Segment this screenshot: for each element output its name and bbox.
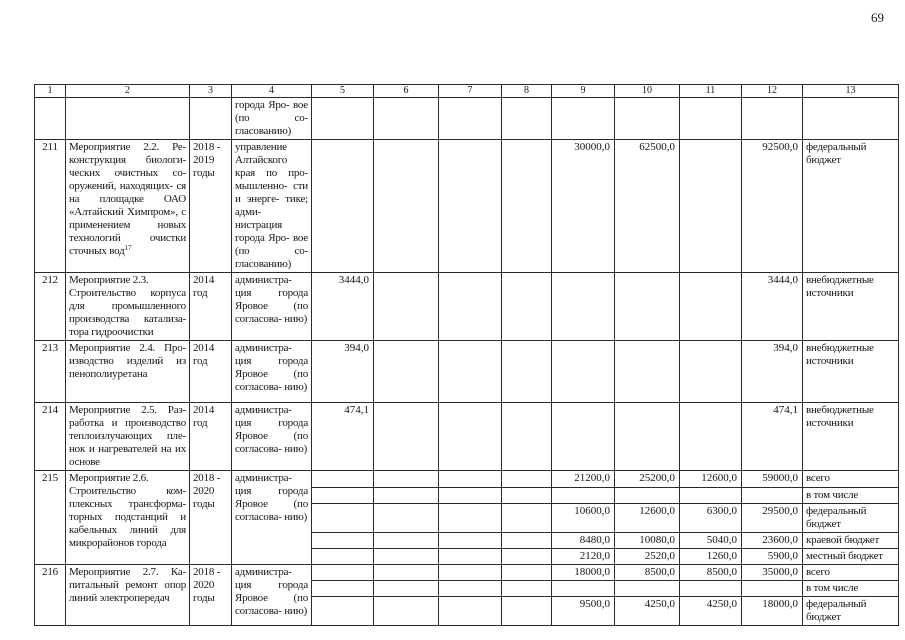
table-cell: 214	[35, 403, 66, 471]
table-cell: 10080,0	[615, 533, 680, 549]
table-cell	[66, 98, 190, 140]
table-cell: 213	[35, 341, 66, 403]
table-cell	[502, 341, 552, 403]
table-cell: внебюджетные источники	[803, 273, 899, 341]
column-header: 13	[803, 85, 899, 98]
table-cell: федеральный бюджет	[803, 597, 899, 626]
table-cell: 2014 год	[190, 273, 232, 341]
table-cell	[742, 581, 803, 597]
column-header: 12	[742, 85, 803, 98]
table-cell	[312, 581, 374, 597]
table-cell	[680, 341, 742, 403]
table-cell: всего	[803, 471, 899, 488]
table-cell: внебюджетные источники	[803, 403, 899, 471]
table-cell	[502, 488, 552, 504]
column-header: 9	[552, 85, 615, 98]
table-cell: Мероприятие 2.4. Про- изводство изделий из пенополиуретана	[66, 341, 190, 403]
table-cell	[439, 471, 502, 488]
table-cell: федеральный бюджет	[803, 140, 899, 273]
table-cell: Мероприятие 2.3. Строительство корпуса для промышленного производства катализа- тора гидроочистки	[66, 273, 190, 341]
table-cell	[439, 565, 502, 581]
column-header: 11	[680, 85, 742, 98]
table-cell	[439, 597, 502, 626]
table-cell	[803, 98, 899, 140]
column-header: 10	[615, 85, 680, 98]
table-cell	[742, 98, 803, 140]
table-cell	[439, 273, 502, 341]
table-cell	[502, 565, 552, 581]
table-cell: администра- ция города Яровое (по согласова- нию)	[232, 341, 312, 403]
table-cell: 12600,0	[680, 471, 742, 488]
table-row	[35, 565, 899, 581]
table-cell	[439, 341, 502, 403]
table-cell	[439, 98, 502, 140]
table-cell	[552, 403, 615, 471]
table-cell	[35, 98, 66, 140]
table-cell: в том числе	[803, 488, 899, 504]
table-row	[35, 98, 899, 140]
table-cell: 394,0	[742, 341, 803, 403]
column-header: 4	[232, 85, 312, 98]
table-cell: 21200,0	[552, 471, 615, 488]
column-header: 3	[190, 85, 232, 98]
table-cell: местный бюджет	[803, 549, 899, 565]
table-cell	[615, 488, 680, 504]
table-cell	[502, 533, 552, 549]
table-cell: 212	[35, 273, 66, 341]
table-cell	[502, 403, 552, 471]
table-cell: 394,0	[312, 341, 374, 403]
table-cell	[374, 403, 439, 471]
table-cell	[312, 533, 374, 549]
table-cell	[439, 581, 502, 597]
table-cell: 2120,0	[552, 549, 615, 565]
table-cell	[680, 403, 742, 471]
table-cell: 1260,0	[680, 549, 742, 565]
table-cell: 30000,0	[552, 140, 615, 273]
table-cell	[439, 403, 502, 471]
table-cell	[502, 581, 552, 597]
table-cell	[680, 488, 742, 504]
table-cell: 62500,0	[615, 140, 680, 273]
table-cell: 12600,0	[615, 504, 680, 533]
table-cell: 9500,0	[552, 597, 615, 626]
table-cell	[374, 471, 439, 488]
table-cell: 211	[35, 140, 66, 273]
table-cell: 4250,0	[615, 597, 680, 626]
program-measures-table	[34, 84, 899, 626]
table-cell	[312, 565, 374, 581]
table-cell: 2018 - 2020 годы	[190, 471, 232, 565]
table-row	[35, 273, 899, 341]
table-cell: 23600,0	[742, 533, 803, 549]
table-cell: в том числе	[803, 581, 899, 597]
table-cell: 474,1	[742, 403, 803, 471]
table-cell: 2018 - 2019 годы	[190, 140, 232, 273]
table-cell	[439, 488, 502, 504]
table-cell: 216	[35, 565, 66, 626]
table-cell: 8480,0	[552, 533, 615, 549]
table-cell: 2014 год	[190, 341, 232, 403]
table-cell: администра- ция города Яровое (по согласова- нию)	[232, 273, 312, 341]
table-cell	[439, 140, 502, 273]
table-cell	[374, 488, 439, 504]
table-cell	[502, 549, 552, 565]
table-cell: 6300,0	[680, 504, 742, 533]
table-cell	[680, 140, 742, 273]
table-cell: 8500,0	[615, 565, 680, 581]
table-cell: 8500,0	[680, 565, 742, 581]
table-cell	[374, 549, 439, 565]
table-cell: Мероприятие 2.5. Раз- работка и производство теплоизлучающих пле- нок и нагревателей на их основе	[66, 403, 190, 471]
table-cell	[312, 597, 374, 626]
table-row	[35, 403, 899, 471]
table-cell: 35000,0	[742, 565, 803, 581]
table-cell	[312, 504, 374, 533]
table-cell: 18000,0	[742, 597, 803, 626]
table-cell: 10600,0	[552, 504, 615, 533]
table-cell: 4250,0	[680, 597, 742, 626]
table-cell	[552, 341, 615, 403]
table-cell: 3444,0	[742, 273, 803, 341]
table-cell	[374, 565, 439, 581]
table-cell: 29500,0	[742, 504, 803, 533]
column-header: 7	[439, 85, 502, 98]
table-cell	[552, 488, 615, 504]
table-cell: 5040,0	[680, 533, 742, 549]
table-cell: 2520,0	[615, 549, 680, 565]
table-cell: федеральный бюджет	[803, 504, 899, 533]
column-header-row	[35, 85, 899, 98]
table-cell: администра- ция города Яровое (по согласова- нию)	[232, 565, 312, 626]
table-cell	[439, 504, 502, 533]
table-cell	[312, 471, 374, 488]
column-header: 8	[502, 85, 552, 98]
table-cell: администра- ция города Яровое (по согласова- нию)	[232, 471, 312, 565]
table-cell: 92500,0	[742, 140, 803, 273]
table-cell	[374, 533, 439, 549]
table-cell	[439, 549, 502, 565]
table-cell	[374, 341, 439, 403]
table-cell: города Яро- вое (по со- гласованию)	[232, 98, 312, 140]
table-cell	[374, 273, 439, 341]
table-cell: 474,1	[312, 403, 374, 471]
column-header: 6	[374, 85, 439, 98]
table-cell: 3444,0	[312, 273, 374, 341]
table-cell	[374, 581, 439, 597]
table-cell	[680, 98, 742, 140]
column-header: 5	[312, 85, 374, 98]
table-cell	[615, 581, 680, 597]
table-cell	[374, 597, 439, 626]
table-cell	[742, 488, 803, 504]
table-cell	[312, 488, 374, 504]
table-cell: 2018 - 2020 годы	[190, 565, 232, 626]
table-cell: 215	[35, 471, 66, 565]
table-row	[35, 140, 899, 273]
table-cell	[439, 533, 502, 549]
table-cell	[615, 98, 680, 140]
table-cell	[374, 140, 439, 273]
table-cell	[680, 273, 742, 341]
table-cell: 2014 год	[190, 403, 232, 471]
table-cell	[502, 597, 552, 626]
table-cell	[312, 98, 374, 140]
table-cell	[552, 273, 615, 341]
table-cell	[502, 98, 552, 140]
table-cell	[615, 273, 680, 341]
table-cell	[312, 549, 374, 565]
table-cell: всего	[803, 565, 899, 581]
table-cell: Мероприятие 2.7. Ка- питальный ремонт опор линий электропередач	[66, 565, 190, 626]
table-cell: внебюджетные источники	[803, 341, 899, 403]
table-cell	[190, 98, 232, 140]
table-cell: управление Алтайского края по про- мышленно- сти и энерге- тике; адми- нистрация города Яро- вое (по со- гласованию)	[232, 140, 312, 273]
table-row	[35, 471, 899, 488]
column-header: 1	[35, 85, 66, 98]
table-cell: 25200,0	[615, 471, 680, 488]
table-cell	[502, 471, 552, 488]
table-cell	[502, 504, 552, 533]
table-cell: краевой бюджет	[803, 533, 899, 549]
table-row	[35, 341, 899, 403]
table-cell	[680, 581, 742, 597]
table-cell	[615, 403, 680, 471]
table-cell	[312, 140, 374, 273]
table-cell	[615, 341, 680, 403]
table-cell: Мероприятие 2.6. Строительство ком- плексных трансформа- торных подстанций и кабельных линий для микрорайонов города	[66, 471, 190, 565]
column-header: 2	[66, 85, 190, 98]
table-cell	[374, 98, 439, 140]
table-cell	[502, 140, 552, 273]
table-cell	[502, 273, 552, 341]
page-number: 69	[871, 10, 884, 25]
table-cell	[552, 581, 615, 597]
table-cell: 18000,0	[552, 565, 615, 581]
table-cell	[374, 504, 439, 533]
table-cell: Мероприятие 2.2. Ре- конструкция биологи- ческих очистных со- оружений, находящих- ся на площадке ОАО «Алтайский Химпром», с применением новых технологий очистки сточных вод$^{17}$	[66, 140, 190, 273]
table-cell: администра- ция города Яровое (по согласова- нию)	[232, 403, 312, 471]
table-cell	[552, 98, 615, 140]
table-cell: 5900,0	[742, 549, 803, 565]
table-cell: 59000,0	[742, 471, 803, 488]
